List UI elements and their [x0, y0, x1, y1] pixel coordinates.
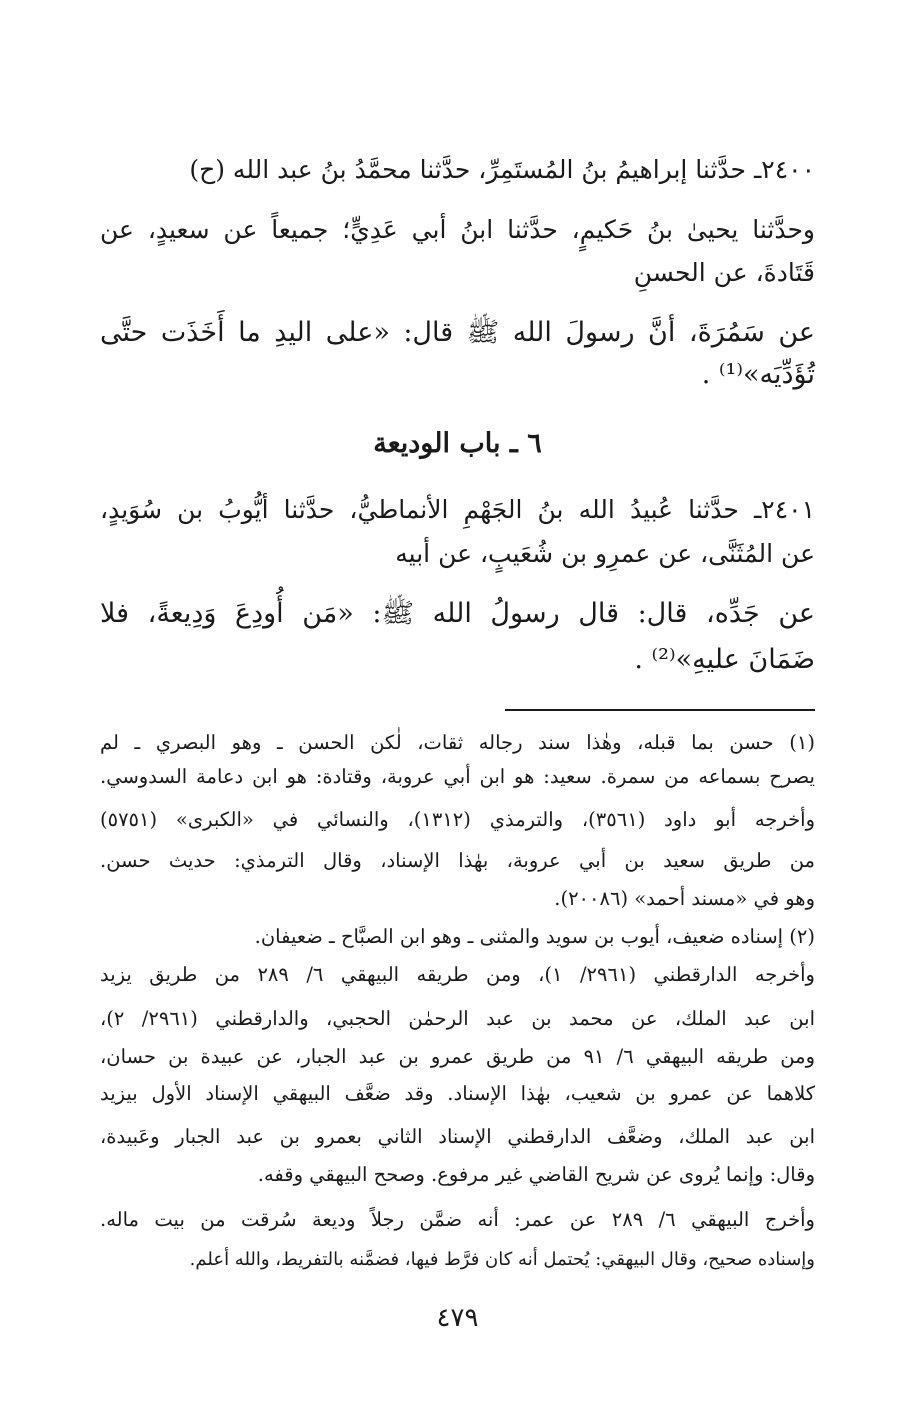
- footnote-line: (١) حسن بما قبله، وهٰذا سند رجاله ثقات، لٰكن الحسن ـ وهو البصري ـ لم: [100, 731, 815, 754]
- footnote-line: ومن طريقه البيهقي ٦/ ٩١ من طريق عمرو بن عبد الجبار، عن عبيدة بن حسان،: [100, 1045, 815, 1068]
- footnote-line: وأخرجه أبو داود (٣٥٦١)، والترمذي (١٣١٢)، والنسائي في «الكبرى» (٥٧٥١): [100, 808, 815, 831]
- section-title: ٦ ـ باب الوديعة: [373, 428, 542, 459]
- footnote-line: ابن عبد الملك، عن محمد بن عبد الرحمٰن الحجبي، والدارقطني (٢٩٦١/ ٢)،: [100, 1007, 815, 1030]
- footnote-line: يصرح بسماعه من سمرة. سعيد: هو ابن أبي عروبة، وقتادة: هو ابن دعامة السدوسي.: [100, 765, 815, 788]
- footnote-line: (٢) إسناده ضعيف، أيوب بن سويد والمثنى ـ وهو ابن الصبَّاح ـ ضعيفان.: [254, 925, 815, 948]
- hadith-2400-matn-line-2: تُؤَدِّيَه»⁽¹⁾ .: [701, 359, 815, 390]
- hadith-2400-line-3: قَتَادةَ، عن الحسنِ: [633, 258, 815, 287]
- hadith-2401-matn-line-2: ضَمَانَ عليهِ»⁽²⁾ .: [634, 644, 815, 675]
- footnote-line: ابن عبد الملك، وضعَّف الدارقطني الإسناد الثاني بعمرو بن عبد الجبار وعَبيدة،: [100, 1125, 815, 1148]
- hadith-2400-line-1: ٢٤٠٠ـ حدَّثنا إبراهيمُ بنُ المُستَمِرِّ، حدَّثنا محمَّدُ بنُ عبد الله (ح): [189, 155, 815, 184]
- hadith-2401-line-1: ٢٤٠١ـ حدَّثنا عُبيدُ الله بنُ الجَهْمِ الأنماطيُّ، حدَّثنا أيُّوبُ بن سُوَيدٍ،: [100, 495, 815, 524]
- hadith-2400-line-2: وحدَّثنا يحيىٰ بنُ حَكيمٍ، حدَّثنا ابنُ أبي عَدِيٍّ؛ جميعاً عن سعيدٍ، عن: [100, 215, 815, 244]
- hadith-2401-matn-line-1: عن جَدِّه، قال: قال رسولُ الله ﷺ: «مَن أُودِعَ وَدِيعةً، فلا: [100, 598, 815, 629]
- footnote-line: من طريق سعيد بن أبي عروبة، بهٰذا الإسناد، وقال الترمذي: حديث حسن.: [100, 849, 815, 872]
- page-number: ٤٧٩: [436, 1303, 479, 1333]
- hadith-2401-line-2: عن المُثَنَّى، عن عمرِو بن شُعَيبٍ، عن أبيه: [395, 539, 815, 568]
- footnote-line: وإسناده صحيح، وقال البيهقي: يُحتمل أنه كان فرَّط فيها، فضمَّنه بالتفريط، والله أعلم.: [189, 1249, 815, 1270]
- footnote-line: وأخرجه الدارقطني (٢٩٦١/ ١)، ومن طريقه البيهقي ٦/ ٢٨٩ من طريق يزيد: [100, 963, 815, 986]
- footnote-line: وقال: وإنما يُروى عن شريح القاضي غير مرفوع. وصحح البيهقي وقفه.: [257, 1163, 815, 1186]
- footnote-line: كلاهما عن عمرو بن شعيب، بهٰذا الإسناد. وقد ضعَّف البيهقي الإسناد الأول بيزيد: [100, 1082, 815, 1105]
- footnote-separator: [505, 709, 815, 711]
- hadith-2400-matn-line-1: عن سَمُرَةَ، أنَّ رسولَ الله ﷺ قال: «على اليدِ ما أَخَذَت حتَّى: [100, 317, 815, 348]
- footnote-line: وأخرج البيهقي ٦/ ٢٨٩ عن عمر: أنه ضمَّن رجلاً وديعة سُرقت من بيت ماله.: [100, 1208, 815, 1231]
- footnote-line: وهو في «مسند أحمد» (٢٠٠٨٦).: [554, 887, 815, 910]
